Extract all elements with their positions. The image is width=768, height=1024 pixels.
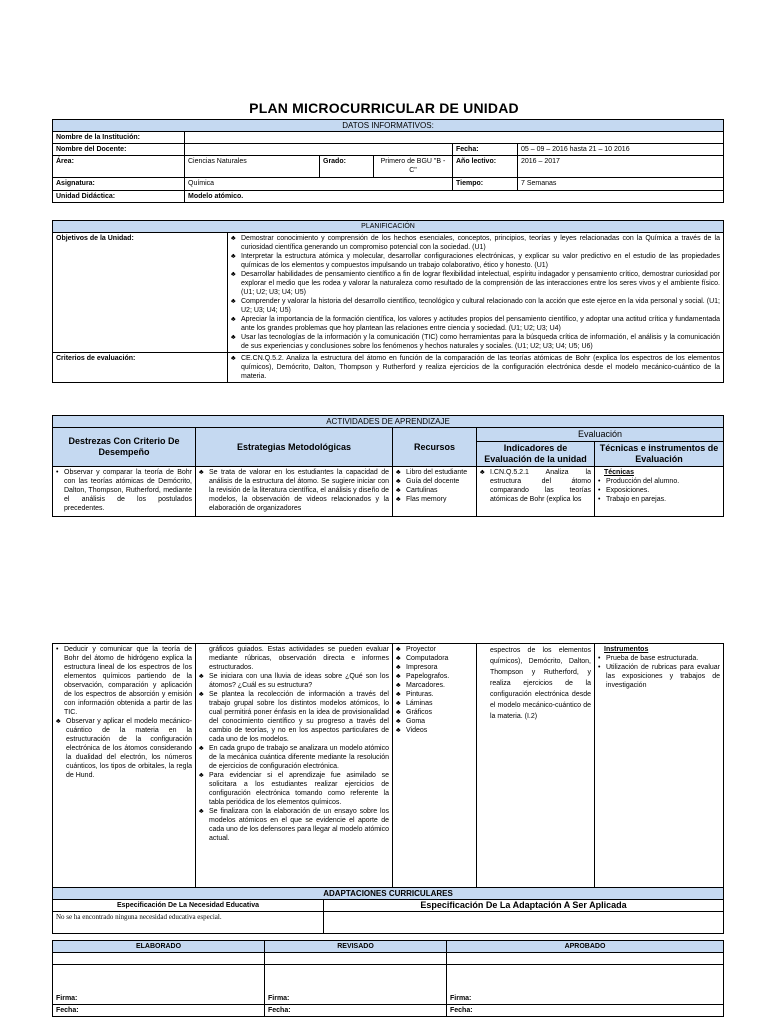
p1-indicadores-cell	[477, 467, 595, 517]
col-tecnicas: Técnicas e instrumentos de Evaluación	[595, 442, 724, 467]
recurso-item: ♣ Computadora	[396, 654, 473, 663]
p2-instrumentos-title: Instrumentos	[604, 646, 649, 653]
p2-recursos-cell	[393, 644, 477, 888]
col-recursos: Recursos	[393, 428, 477, 467]
estrategia-item: ♣ Se finalizara con la elaboración de un ensayo sobre los modelos atómicos en el que se evidencie el aporte de cada uno de los defensores para llegar al modelo atómico actual.	[199, 807, 389, 843]
revisado-firma: Firma:	[265, 965, 447, 1005]
actividades-header: ACTIVIDADES DE APRENDIZAJE	[53, 416, 724, 428]
recurso-item: ♣ Goma	[396, 717, 473, 726]
p2-estrategias-cell	[196, 644, 393, 888]
tecnica-item: • Producción del alumno.	[598, 477, 720, 486]
area-label: Área:	[53, 156, 185, 178]
aprobado-space	[447, 953, 724, 965]
p2-instrumentos-cell	[595, 644, 724, 888]
tecnica-item: • Trabajo en parejas.	[598, 495, 720, 504]
estrategia-item: ♣ Para evidenciar si el aprendizaje fue asimilado se solicitara a los estudiantes realizar ejercicios de configuración electrónica tomando como referente la tabla periódica de los elementos químicos.	[199, 771, 389, 807]
fecha-label: Fecha:	[453, 144, 518, 156]
unidad-label: Unidad Didáctica:	[53, 191, 185, 203]
p1-estrategias: ♣ Se trata de valorar en los estudiantes la capacidad de análisis de la estructura del átomo. Se sugiere iniciar con la revisión de la literatura científica, el análisis y diseño de modelos, la observación de videos relacionados y la elaboración de organizadores	[199, 468, 389, 513]
p1-indicadores: ♣ I.CN.Q.5.2.1 Analiza la estructura del átomo comparando las teorías atómicas de Bohr (explica los	[480, 468, 591, 504]
col-adaptacion: Especificación De La Adaptación A Ser Aplicada	[324, 900, 724, 912]
revisado-header: REVISADO	[265, 941, 447, 953]
actividades-table-p1	[52, 415, 724, 517]
institucion-label: Nombre de la Institución:	[53, 132, 185, 144]
docente-value	[185, 144, 453, 156]
col-destrezas: Destrezas Con Criterio De Desempeño	[53, 428, 196, 467]
area-value: Ciencias Naturales	[185, 156, 320, 178]
p1-destrezas-cell	[53, 467, 196, 517]
estrategia-item: ♣ En cada grupo de trabajo se analizara un modelo atómico de la mecánica cuántica diferente mediante la resolución de ejercicios de configuración electrónica.	[199, 744, 389, 771]
tiempo-label: Tiempo:	[453, 178, 518, 191]
objetivos-label: Objetivos de la Unidad:	[53, 233, 228, 353]
datos-header: DATOS INFORMATIVOS:	[53, 120, 724, 132]
recurso-item: ♣ Pinturas.	[396, 690, 473, 699]
p2-indicadores: espectros de los elementos químicos), Demócrito, Dalton, Thompson y Rutherford, y realiza ejercicios de la configuración electrónica desde el modelo mecánico-cuántico de la materia. (I.2)	[490, 647, 591, 720]
datos-informativos-table	[52, 119, 724, 203]
col-indicadores: Indicadores de Evaluación de la unidad	[477, 442, 595, 467]
objetivo-item: ♣ Demostrar conocimiento y comprensión de los hechos esenciales, conceptos, principios, teorías y leyes relacionadas con la Química a través de la curiosidad científica generando un compromiso potencial con la sociedad. (U1)	[231, 234, 720, 252]
objetivos-cell	[228, 233, 724, 353]
anio-label: Año lectivo:	[453, 156, 518, 178]
elaborado-space	[53, 953, 265, 965]
recurso-item: ♣ Videos	[396, 726, 473, 735]
revisado-fecha: Fecha:	[265, 1005, 447, 1017]
p1-recursos-cell	[393, 467, 477, 517]
p2-destrezas-cell	[53, 644, 196, 888]
p1-tecnicas-cell	[595, 467, 724, 517]
actividades-table-p2	[52, 643, 724, 888]
recurso-item: ♣ Cartulinas	[396, 486, 473, 495]
aprobado-fecha: Fecha:	[447, 1005, 724, 1017]
fecha-value: 05 – 09 – 2016 hasta 21 – 10 2016	[518, 144, 724, 156]
tecnica-item: • Exposiciones.	[598, 486, 720, 495]
elaborado-firma: Firma:	[53, 965, 265, 1005]
instrumento-item: • Utilización de rubricas para evaluar las exposiciones y trabajos de investigación	[598, 663, 720, 690]
instrumento-item: • Prueba de base estructurada.	[598, 654, 720, 663]
elaborado-fecha: Fecha:	[53, 1005, 265, 1017]
recurso-item: ♣ Guía del docente	[396, 477, 473, 486]
recurso-item: ♣ Libro del estudiante	[396, 468, 473, 477]
planificacion-header: PLANIFICACIÓN	[53, 221, 724, 233]
adaptacion-value	[324, 912, 724, 934]
asignatura-label: Asignatura:	[53, 178, 185, 191]
aprobado-firma: Firma:	[447, 965, 724, 1005]
planificacion-table	[52, 220, 724, 383]
tiempo-value: 7 Semanas	[518, 178, 724, 191]
page-title: PLAN MICROCURRICULAR DE UNIDAD	[249, 100, 519, 116]
recurso-item: ♣ Papelografos.	[396, 672, 473, 681]
recurso-item: ♣ Marcadores.	[396, 681, 473, 690]
estrategia-item: ♣ Se iniciara con una lluvia de ideas sobre ¿Qué son los átomos? ¿Cuál es su estructura?	[199, 672, 389, 690]
grado-value: Primero de BGU "B - C"	[374, 156, 453, 178]
recurso-item: ♣ Flas memory	[396, 495, 473, 504]
necesidad-value: No se ha encontrado ninguna necesidad educativa especial.	[53, 912, 324, 934]
p1-estrategias-cell	[196, 467, 393, 517]
objetivo-item: ♣ Interpretar la estructura atómica y molecular, desarrollar configuraciones electrónicas, y explicar su valor predictivo en el estudio de las propiedades químicas de los elementos y compuestos impulsando un trabajo colaborativo, ético y honesto. (U1)	[231, 252, 720, 270]
p2-destrezas-2: ♣ Observar y aplicar el modelo mecánico-cuántico de la materia en la estructuración de la configuración electrónica de los átomos considerando la dualidad del electrón, los números cuánticos, los tipos de orbitales, la regla de Hund.	[56, 717, 192, 780]
p2-indicadores-cell	[477, 644, 595, 888]
anio-value: 2016 – 2017	[518, 156, 724, 178]
recurso-item: ♣ Proyector	[396, 645, 473, 654]
col-estrategias: Estrategias Metodológicas	[196, 428, 393, 467]
aprobado-header: APROBADO	[447, 941, 724, 953]
estrategia-item: ♣ Se plantea la recolección de información a través del trabajo grupal sobre los distintos modelos atómicos, lo cual permitirá poner énfasis en la idea de provisionalidad del conocimiento científico y su progreso a través del cambio de teorías, y no en los aspectos particulares de cada uno de los modelos.	[199, 690, 389, 744]
grado-label: Grado:	[320, 156, 374, 178]
p2-destrezas-1: • Deducir y comunicar que la teoría de Bohr del átomo de hidrógeno explica la estructura lineal de los espectros de los elementos químicos partiendo de la observación, comparación y aplicación de los espectros de absorción y emisión con información obtenida a partir de las TIC.	[56, 645, 192, 717]
criterios-label: Criterios de evaluación:	[53, 353, 228, 383]
revisado-space	[265, 953, 447, 965]
adaptaciones-table	[52, 887, 724, 934]
objetivo-item: ♣ Apreciar la importancia de la formación científica, los valores y actitudes propios del pensamiento científico, y adoptar una actitud crítica y fundamentada ante los grandes problemas que hoy plantean las relaciones entre ciencia y sociedad. (U1; U2; U3; U4)	[231, 315, 720, 333]
objetivo-item: ♣ Comprender y valorar la historia del desarrollo científico, tecnológico y cultural relacionado con la acción que este ejerce en la vida personal y social. (U1; U2; U3; U4; U5)	[231, 297, 720, 315]
firmas-table	[52, 940, 724, 1017]
recurso-item: ♣ Láminas	[396, 699, 473, 708]
objetivo-item: ♣ Desarrollar habilidades de pensamiento científico a fin de lograr flexibilidad intelectual, espíritu indagador y pensamiento crítico, demostrar curiosidad por explorar el medio que les rodea y valorar la naturaleza como resultado de la comprensión de las interacciones entre los seres vivos y el ambiente físico. (U1; U2; U3; U4; U5)	[231, 270, 720, 297]
docente-label: Nombre del Docente:	[53, 144, 185, 156]
adaptaciones-header: ADAPTACIONES CURRICULARES	[53, 888, 724, 900]
criterios-cell	[228, 353, 724, 383]
recurso-item: ♣ Gráficos	[396, 708, 473, 717]
p2-estrategias-intro: gráficos guiados. Estas actividades se pueden evaluar mediante rúbricas, observación directa e informes estructurados.	[209, 646, 389, 671]
p1-tecnicas-title: Técnicas	[604, 469, 634, 476]
elaborado-header: ELABORADO	[53, 941, 265, 953]
recurso-item: ♣ Impresora	[396, 663, 473, 672]
p1-destrezas: • Observar y comparar la teoría de Bohr con las teorías atómicas de Demócrito, Dalton, Thompson, Rutherford, mediante el análisis de los postulados precedentes.	[56, 468, 192, 513]
criterio-item: ♣ CE.CN.Q.5.2. Analiza la estructura del átomo en función de la comparación de las teorías atómicas de Bohr (explica los espectros de los elementos químicos), Demócrito, Dalton, Thompson y Rutherford y realiza ejercicios de la configuración electrónica desde el modelo mecánico-cuántico de la materia.	[231, 354, 720, 381]
asignatura-value: Química	[185, 178, 453, 191]
col-evaluacion: Evaluación	[477, 428, 724, 442]
institucion-value	[185, 132, 724, 144]
unidad-value: Modelo atómico.	[185, 191, 724, 203]
objetivo-item: ♣ Usar las tecnologías de la información y la comunicación (TIC) como herramientas para la búsqueda crítica de información, el análisis y la comunicación de sus experiencias y conclusiones sobre los fenómenos y hechos naturales y sociales. (U1; U2; U3; U4; U5; U6)	[231, 333, 720, 351]
col-necesidad: Especificación De La Necesidad Educativa	[53, 900, 324, 912]
